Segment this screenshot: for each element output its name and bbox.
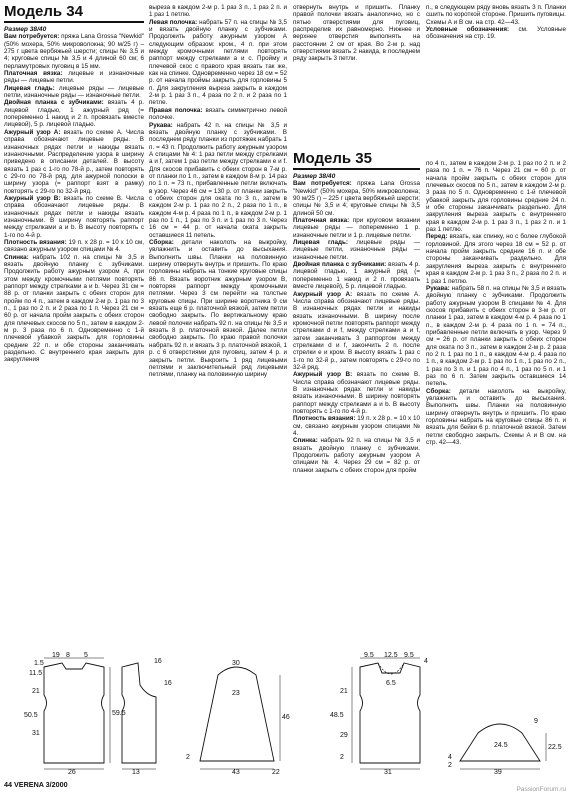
paragraph — [149, 239, 287, 379]
dim-label: 9.5 — [364, 652, 374, 659]
paragraph-heading: Двойная планка с зубчиками: — [4, 99, 104, 107]
model-34-column-4 — [426, 4, 566, 41]
paragraph-text: Схемы А и В см. на стр. 42—43. — [426, 18, 520, 26]
paragraph-heading: Рукава: — [426, 284, 450, 292]
paragraph — [293, 415, 420, 437]
paragraph-heading: Вам потребуется: — [4, 33, 60, 41]
paragraph — [4, 33, 144, 70]
paragraph-text: вязать по схеме В. Числа справа обозначают лицевые ряды. В изнаночных рядах петли и накиды вязать изнаночными. В ширину повторять раппорт между стрелками a и b. В высоту повторять с 1-го по 4-й р. — [4, 194, 144, 239]
paragraph-text: п., в следующем ряду вновь вязать 3 п. Планки сшить по короткой стороне. Пришить пуговицы. — [426, 4, 566, 19]
paragraph — [4, 85, 144, 100]
paragraph-heading: Лицевая гладь: — [4, 84, 55, 92]
model-35-title: Модель 35 — [293, 150, 372, 167]
dim-label: 50.5 — [24, 712, 38, 719]
paragraph — [4, 195, 144, 239]
dim-label: 46 — [282, 714, 290, 721]
paragraph-heading: Спинка: — [293, 437, 318, 445]
paragraph — [426, 388, 566, 447]
model-34-text-col4 — [426, 4, 566, 41]
dim-label: 21 — [32, 688, 40, 695]
paragraph — [426, 19, 566, 26]
paragraph-heading: Спинка: — [4, 253, 29, 261]
title-rule — [4, 21, 144, 23]
paragraph — [426, 233, 566, 284]
paragraph-text: вязать 4 р. лицевой гладью, 1 ажурный ряд (= попеременно 1 накид и 2 п. провязать вместе лицевой), 5 р. лицевой гладью. — [293, 261, 421, 291]
dim-label: 13 — [132, 769, 140, 776]
dim-label: 2 — [340, 754, 344, 761]
dim-label: 26 — [68, 769, 76, 776]
dim-label: 30 — [232, 660, 240, 667]
paragraph — [4, 239, 144, 254]
dim-label: 9.5 — [404, 652, 414, 659]
dim-label: 4 — [424, 658, 428, 665]
dim-label: 5 — [84, 652, 88, 659]
paragraph — [149, 122, 287, 240]
dim-label: 6.5 — [386, 680, 396, 687]
paragraph — [4, 129, 144, 195]
paragraph-text: см. Условные обозначения на стр. 19. — [426, 26, 566, 41]
dim-label: 39 — [494, 769, 502, 776]
dim-label: 11.5 — [29, 670, 43, 677]
paragraph-text: набрать 58 п. на спицы № 3,5 и вязать двойную планку с зубчиками. Продолжить работу ажурным узором В спицами № 4. Для скосов прибавить с обеих сторон в 3-м р. от планки 1 раз, затем в каждом 4-м р. 4 раза по 1 п., в каждом 2-м р. 4 раза по 1 п. = 74 п., прибавленные петли включать в узор. Через 9 см = 26 р. от планки закрыть с обеих сторон для оката по 3 п., затем в каждом 2-м р. 2 раза по 2 п. 1 раз по 1 п., в каждом 4-м р. 4 раза по 1 п., в каждом 2-м р. 1 раз по 1 п., 1 раз по 2 п., 1 раз по 3 п. и 1 раз по 4 п., 1 раз по 5 п. и 1 раз по 6 п. Затем закрыть оставшиеся 14 петель. — [426, 284, 566, 388]
paragraph-text: набрать 57 п. на спицы № 3,5 и вязать двойную планку с зубчиками. Продолжить работу ажурным узором А следующим образом: кром., 4 п. при этом между кромочными петлями повторять раппорт между стрелками a и c. Пройму и плечевой скос с правого края вязать так же, как на спинке. Одновременно через 18 см = 52 р. от начала проймы закрыть для горловины 5 п. Для закругления выреза закрыть в каждом 2-м р. 1 раз 3 п., 4 раза по 2 п. и 2 раза по 1 петле. — [149, 18, 287, 107]
model-35-text-col2 — [426, 160, 566, 446]
paragraph-heading: Ажурный узор А: — [293, 290, 353, 298]
paragraph — [4, 70, 144, 85]
paragraph — [426, 26, 566, 41]
model-35-text-col1 — [293, 180, 420, 474]
paragraph-text: детали наколоть на выкройку, увлажнить и оставить до высыхания. Выполнить швы. Планки на половинную ширину отвернуть внутрь и пришить. По краю горловины набрать на тонкие круговые спицы 86 п. Вязать воротник ажурным узором В, повторяя раппорт между кромочными петлями. Через 3 см перейти на толстые круговые спицы. При ширине воротника 9 см вязать еще 6 р. платочной вязкой, затем петли свободно закрыть. По вертикальному краю левой полочки набрать 92 п. на спицы № 3,5 и вязать 8 р. платочной вязкой. Далее петли свободно закрыть. По краю правой полочки набрать 92 п. и вязать 3 р. платочной вязкой, 1 р. с 6 отверстиями для пуговиц, затем 4 р. и закрыть петли. Выкроить 1 ряд лицевыми петлями и заключительный ряд лицевыми петлями, планку на половинную ширину — [149, 239, 287, 379]
paragraph — [293, 371, 420, 415]
paragraph-text: вязать, как спинку, но с более глубокой горловиной. Для этого через 18 см = 52 р. от начала пройм закрыть средние 16 п. и обе стороны заканчивать раздельно. Для закругления выреза закрыть с внутреннего края в каждом 2-м р. 1 раз 3 п., 2 раза по 2 п. и 1 раз 1 петлю. — [426, 233, 566, 285]
paragraph-heading: Лицевая гладь: — [293, 239, 348, 247]
dim-label: 19 — [52, 652, 60, 659]
paragraph-heading: Сборка: — [149, 239, 174, 246]
model-34-text-col3 — [293, 4, 420, 63]
model-35-size: Размер 38/40 — [293, 173, 336, 180]
watermark: PassionForum.ru — [516, 786, 566, 793]
paragraph-heading: Платочная вязка: — [293, 217, 350, 225]
dim-label: 31 — [32, 730, 40, 737]
paragraph-text: пряжа Lana Grossa "Newkid" (50% мохера, 50% микроволокна; 90 м/25 г) – 275 г цвета вербяжьей шерсти; спицы № 3,5 и 4; круговые спицы № 3,5 и 4 длиной 60 см; 6 перламутровых пуговиц в 15 мм. — [4, 33, 144, 70]
body-outline — [360, 663, 420, 763]
paragraph-text: лицевые и изнаночные ряды — лицевые петли. — [4, 70, 144, 85]
dim-label: 9 — [534, 718, 538, 725]
back-outline — [44, 663, 104, 763]
paragraph-text: 19 п. x 28 р. = 10 x 10 см, связано ажурным узором спицами № 4. — [4, 238, 144, 254]
dim-label: 43 — [232, 769, 240, 776]
model-35-pattern-diagram — [300, 652, 568, 776]
paragraph-text: вязать по схеме В. Числа справа обозначают лицевые ряды. В изнаночных рядах петли и накиды вязать изнаночными. В ширину повторять раппорт между стрелками a и b. В высоту повторять с 1-го по 4-й р. — [293, 371, 420, 415]
paragraph — [149, 107, 287, 122]
page-footer: 44 VERENA 3/2000 — [4, 780, 68, 789]
model-35-column-1 — [293, 151, 420, 474]
paragraph-text: вязать 4 р. лицевой гладью, 1 ажурный ряд (= попеременно 1 накид и 2 п. провязать вместе лицевой), 5 р. лицевой гладью. — [4, 99, 145, 129]
paragraph — [293, 291, 420, 372]
paragraph-text: детали наколоть на выкройку, увлажнить и оставить до высыхания. Выполнить швы. Планки на половинную ширину отвернуть внутрь и пришить. По краю горловины набрать на круговые спицы 86 п. и вязать для бейки 6 р. платочной вязкой. Затем петли свободно закрыть. Схемы А и В см. на стр. 42—43. — [426, 387, 566, 447]
dim-label: 16 — [164, 680, 172, 687]
paragraph-heading: Ажурный узор В: — [293, 371, 353, 379]
model-34-size: Размер 38/40 — [4, 26, 47, 33]
paragraph — [426, 4, 566, 19]
dim-label: 1.5 — [34, 660, 44, 667]
paragraph — [4, 99, 144, 128]
dim-label: 22.5 — [548, 744, 562, 751]
front-outline — [122, 663, 156, 763]
dim-label: 22 — [272, 769, 280, 776]
paragraph-heading: Вам потребуется: — [293, 180, 352, 188]
paragraph-heading: Двойная планка с зубчиками: — [293, 261, 387, 269]
paragraph — [293, 261, 420, 290]
paragraph-text: пряжа Lana Grossa "Newkid" (50% мохера, 50% микроволокна; 90 м/25 г) – 225 г цвета вербяжьей шерсти; спицы № 3,5 и 4; круговые спицы № 3,5 длиной 50 см. — [293, 180, 420, 217]
dim-label: 4 — [448, 754, 452, 761]
paragraph-heading: Правая полочка: — [149, 106, 203, 114]
paragraph — [4, 254, 144, 364]
paragraph-heading: Сборка: — [426, 387, 451, 395]
model-34-text-col1 — [4, 33, 144, 363]
paragraph — [293, 239, 420, 261]
paragraph-heading: Рукава: — [149, 121, 173, 129]
paragraph-heading: Ажурный узор В: — [4, 194, 61, 202]
paragraph-text: набрать 42 п. на спицы № 3,5 и вязать двойную планку с зубчиками. В последнем ряду планки из протяжек набрать 1 п. = 43 п. Продолжить работу ажурным узором А спицами № 4: 1 раз петли между стрелками a и f, затем 1 раз петли между стрелками e и f. Для скосов прибавить с обеих сторон в 7-м р. от планки по 1 п., затем в каждом 8-м р. 14 раз по 1 п. = 73 п., прибавленные петли включать в узор. Через 46 см = 130 р. от планки закрыть с обеих сторон для оката по 3 п., затем в каждом 2-м р. 1 раз по 2 п., 2 раза по 1 п., в каждом 4-м р. 4 раза по 1 п., в каждом 2-м р. 1 раз по 1 п., 1 раз по 3 п. и 1 раз по 3 п. Через 16 см = 44 р. от начала оката закрыть оставшиеся 11 петель. — [149, 121, 287, 239]
dim-label: 16 — [154, 658, 162, 665]
dim-label: 8 — [66, 652, 70, 659]
model-35-column-2 — [426, 160, 566, 446]
model-34-column-2 — [149, 4, 287, 379]
paragraph-text: 19 п. x 28 р. = 10 x 10 см, связано ажурным узором спицами № 4. — [293, 415, 420, 438]
paragraph-text: вязать по схеме А. Числа справа обозначают лицевые ряды. В изнаночных рядах петли и накиды вязать изнаночными. В ширину после кромочной петли повторять раппорт между стрелками d и f, между стрелками a и f, затем заканчивать 3 раппортом между стрелками d и f, закончить 2 п. после стрелки e и кром. В высоту вязать 1 раз с 1-го по 32-й р., затем повторять с 29-го по 32-й ряд. — [293, 290, 420, 371]
paragraph — [149, 19, 287, 107]
dim-label: 24.5 — [494, 742, 508, 749]
model-34-column-1 — [4, 4, 144, 364]
paragraph-heading: Плотность вязания: — [4, 238, 67, 246]
paragraph-text: набрать 102 п. на спицы № 3,5 и вязать двойную планку с зубчиками. Продолжить работу ажурным узором А, при этом между кромочными петлями повторять раппорт между стрелками a и b. Через 31 см = 88 р. от планки закрыть с обеих сторон для пройм по 4 п., затем в каждом 2-м р. 1 раз по 3 п., 1 раз по 2 п. и 2 раза по 1 п. Через 21 см = 60 р. от начала пройм закрыть с обеих сторон для плечевых скосов по 5 п., затем в каждом 2-м р. 3 раза по 6 п. Одновременно с 1-й плечевой убавкой закрыть для горловины средние 22 п. и обе стороны заканчивать раздельно. С внутреннего края закрыть для закругления — [4, 253, 144, 364]
paragraph-text: набрать 92 п. на спицы № 3,5 и вязать двойную планку с зубчиками. Продолжить работу ажурным узором А спицами № 4. Через 29 см = 82 р. от планки закрыть с обеих сторон для пройм — [293, 437, 420, 474]
paragraph-text: вязать по схеме А. Числа справа обозначают лицевые ряды. В изнаночных рядах петли и накиды вязать изнаночными. Распределение узора в ширину приведено в описании деталей. В высоту вязать 1 раз с 1-го по 78-й р., затем повторять с 29-го по 78-й ряд, для ажурной полоски в ширину узора (= раппорт взят в рамку) повторять с 29-го по 32-й ряд. — [4, 128, 144, 195]
paragraph-heading: Платочная вязка: — [4, 70, 63, 78]
paragraph-text: вязать симметрично левой полочке. — [149, 106, 287, 122]
paragraph-heading: Условные обозначения: — [426, 26, 510, 34]
sleeve-outline — [200, 667, 274, 761]
paragraph-heading: Левая полочка: — [149, 18, 198, 26]
paragraph — [293, 437, 420, 474]
dim-label: 59.5 — [112, 710, 126, 717]
dim-label: 23 — [232, 690, 240, 697]
paragraph — [426, 160, 566, 233]
title-rule — [293, 168, 420, 170]
dim-label: 48.5 — [330, 712, 344, 719]
paragraph-text: выреза в каждом 2-м р. 1 раз 3 п., 1 раз 2 п. и 1 раз 1 петлю. — [149, 4, 287, 19]
model-34-text-col2 — [149, 4, 287, 379]
model-34-title: Модель 34 — [4, 3, 83, 20]
dim-label: 2 — [186, 754, 190, 761]
paragraph-text: по 4 п., затем в каждом 2-м р. 1 раз по 2 п. и 2 раза по 1 п. = 76 п. Через 21 см = 60 р. от начала пройм закрыть с обеих сторон для плечевых скосов по 5 п., затем в каждом 2-м р. 3 раза по 5 п. Одновременно с 1-й плечевой убавкой закрыть для горловины средние 24 п. и обе стороны заканчивать раздельно. Для закругления выреза закрыть с внутреннего края в каждом 2-м р. 1 раз 3 п., 1 раз 2 п. и 1 раз 1 петлю. — [426, 160, 566, 234]
paragraph — [293, 180, 420, 217]
model-34-column-3 — [293, 4, 420, 63]
dim-label: 29 — [340, 732, 348, 739]
dim-label: 21 — [340, 688, 348, 695]
paragraph-text: лицевые ряды — лицевые петли, изнаночные ряды — изнаночные петли. — [4, 84, 145, 100]
model-34-pattern-diagram — [4, 652, 290, 776]
paragraph — [293, 4, 420, 63]
paragraph-heading: Плотность вязания: — [293, 415, 356, 423]
paragraph-text: при круговом вязании лицевые ряды — попеременно 1 р. изнаночные петли и 1 р. лицевые петли. — [293, 217, 420, 239]
paragraph-heading: Перед: — [426, 233, 448, 241]
paragraph-heading: Ажурный узор А: — [4, 128, 61, 136]
paragraph — [149, 4, 287, 19]
dim-label: 2 — [448, 762, 452, 769]
paragraph — [293, 217, 420, 239]
paragraph-text: отвернуть внутрь и пришить. Планку правой полочки вязать аналогично, но с пятью отверстиями для пуговиц, распределив их равномерно. Нижнее и верхнее отверстия выполнять на расстоянии 2 см от края. Во 2-м р. над отверстиями вязать 2 накида, в последнем ряду закрыть 3 петли. — [293, 4, 420, 63]
dim-label: 12.5 — [384, 652, 398, 659]
dim-label: 31 — [384, 769, 392, 776]
paragraph-text: лицевые ряды — лицевые петли, изнаночные ряды — изнаночные петли. — [293, 239, 420, 261]
paragraph — [426, 285, 566, 388]
